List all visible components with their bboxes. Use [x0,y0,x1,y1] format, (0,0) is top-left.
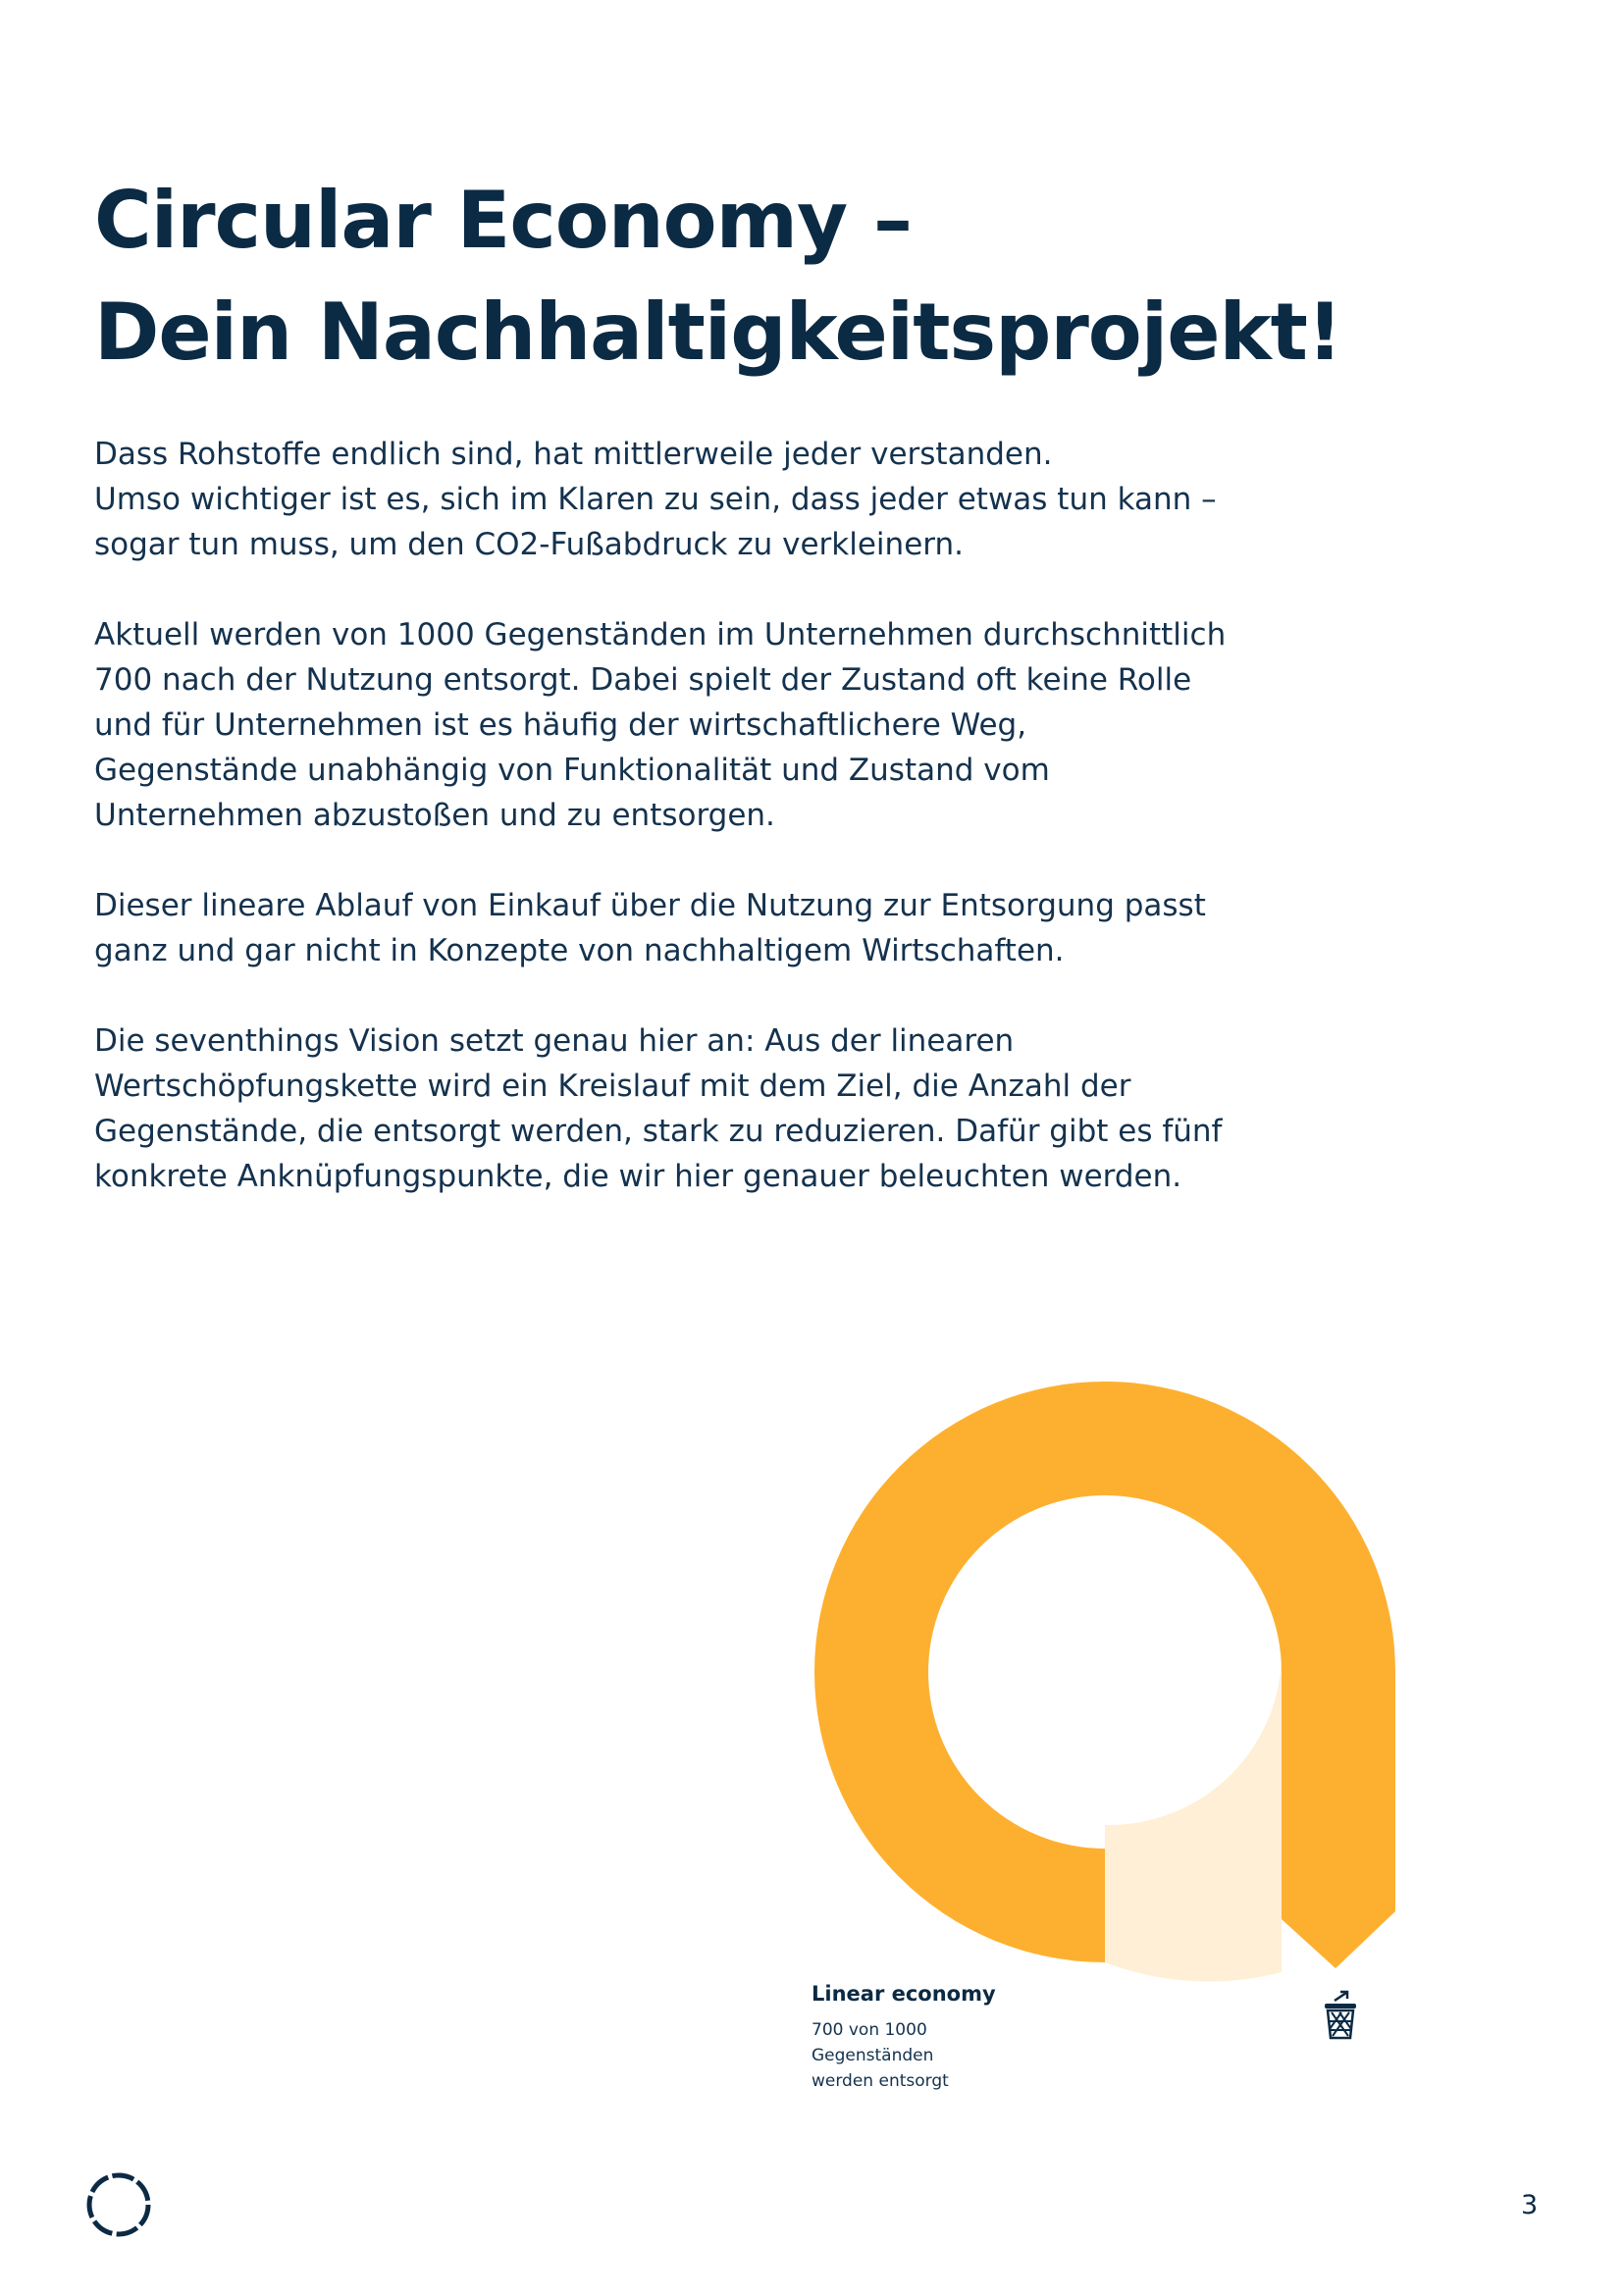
paragraph-linear-process [94,883,1321,973]
legend-line: Gegenständen [812,2046,934,2065]
seventhings-logo [84,2170,153,2239]
text-line: Dass Rohstoffe endlich sind, hat mittlerweile jeder verstanden. [94,437,1053,472]
text-line: ganz und gar nicht in Konzepte von nachhaltigem Wirtschaften. [94,933,1065,968]
legend-line: 700 von 1000 [812,2020,927,2040]
paragraph-statistics [94,612,1321,838]
text-line: 700 nach der Nutzung entsorgt. Dabei spielt der Zustand oft keine Rolle [94,662,1192,698]
linear-economy-arc [814,1382,1395,1968]
page-number: 3 [1521,2190,1539,2220]
text-line: Gegenstände unabhängig von Funktionalität und Zustand vom [94,753,1050,788]
text-line: Umso wichtiger ist es, sich im Klaren zu sein, dass jeder etwas tun kann – [94,482,1217,517]
text-line: Die seventhings Vision setzt genau hier an: Aus der linearen [94,1023,1015,1059]
page-title-line-1: Circular Economy – [94,175,912,266]
page-title-line-2: Dein Nachhaltigkeitsprojekt! [94,287,1342,378]
text-line: konkrete Anknüpfungspunkte, die wir hier genauer beleuchten werden. [94,1159,1182,1194]
page-title [94,165,1468,389]
text-line: Unternehmen abzustoßen und zu entsorgen. [94,798,775,833]
text-line: Aktuell werden von 1000 Gegenständen im Unternehmen durchschnittlich [94,617,1227,652]
text-line: Dieser lineare Ablauf von Einkauf über die Nutzung zur Entsorgung passt [94,888,1206,923]
body-text [94,432,1321,1244]
legend-line: werden entsorgt [812,2071,949,2091]
paragraph-vision [94,1018,1321,1199]
text-line: und für Unternehmen ist es häufig der wirtschaftlichere Weg, [94,707,1027,743]
disposed-segment [1105,1648,1282,1981]
trash-can-icon [1321,1990,1360,2041]
text-line: Wertschöpfungskette wird ein Kreislauf mit dem Ziel, die Anzahl der [94,1069,1131,1104]
linear-economy-diagram [805,1374,1413,1982]
text-line: Gegenstände, die entsorgt werden, stark zu reduzieren. Dafür gibt es fünf [94,1114,1223,1149]
diagram-legend-description [812,2017,949,2094]
text-line: sogar tun muss, um den CO2-Fußabdruck zu verkleinern. [94,527,964,562]
diagram-legend-title: Linear economy [812,1982,996,2006]
paragraph-intro [94,432,1321,567]
